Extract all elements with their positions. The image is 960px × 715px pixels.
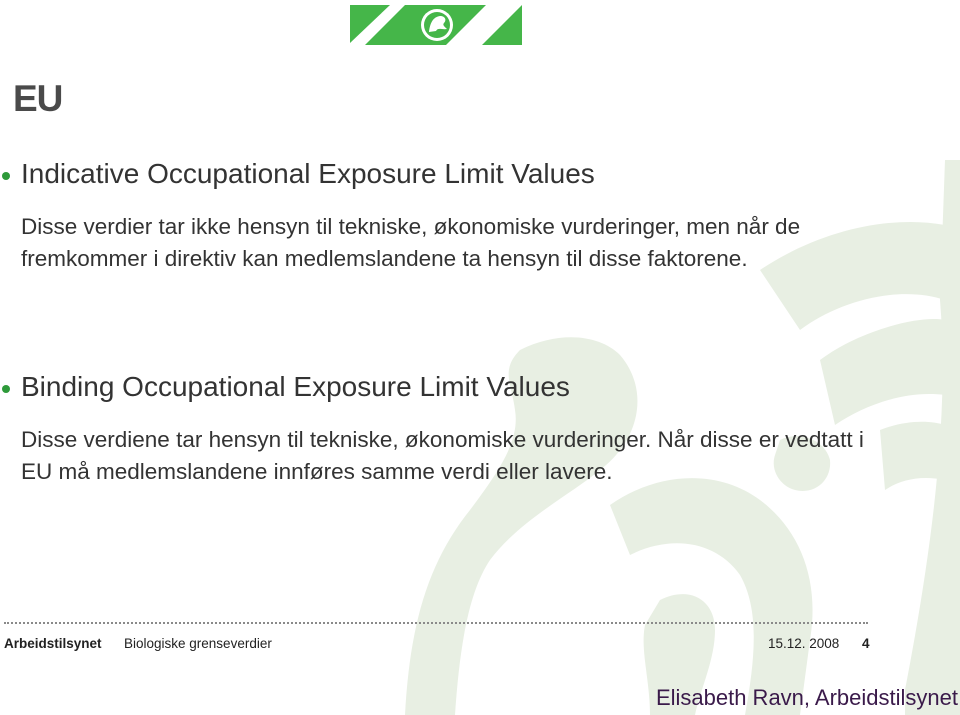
bullet-description: Disse verdiene tar hensyn til tekniske, økonomiske vurderinger. Når disse er vedtatt i EU må medlemslandene innføres samme verdi eller lavere. xyxy=(21,427,864,484)
bullet-dot-icon xyxy=(2,385,10,393)
bullet-description: Disse verdier tar ikke hensyn til tekniske, økonomiske vurderinger, men når de fremkommer i direktiv kan medlemslandene ta hensyn til disse faktorene. xyxy=(21,214,801,271)
footer-org: Arbeidstilsynet xyxy=(4,636,102,651)
author-credit: Elisabeth Ravn, Arbeidstilsynet xyxy=(655,685,958,710)
slide-title: EU xyxy=(13,78,63,119)
bullet-dot-icon xyxy=(2,172,10,180)
footer-topic: Biologiske grenseverdier xyxy=(124,636,272,651)
footer-divider xyxy=(4,622,868,624)
bullet-heading: Binding Occupational Exposure Limit Values xyxy=(21,371,570,402)
footer-page-number: 4 xyxy=(862,636,870,651)
bullet-heading: Indicative Occupational Exposure Limit Values xyxy=(21,158,595,189)
footer-date: 15.12. 2008 xyxy=(768,636,840,651)
arbeidstilsynet-logo xyxy=(350,5,522,45)
